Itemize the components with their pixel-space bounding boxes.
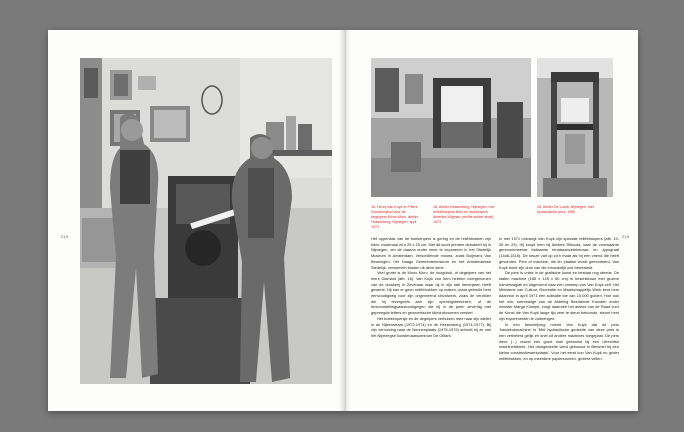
paragraph: Veel groter is de Mono Moro, de hoogdruk- of degelpers van het merk Diamant (afb. 16). Van Kuyk zou hem hebben overgenomen van de drukkerij in Zevenaar waar hij in zijn late tienerjaren heeft gewerkt. Hij kan er geen reliëfdrukken op maken, maar gebruikt hem eenvoudigweg voor zijn ongemeend sinvolwerk, zoals de verzilder die hij tevergeefs aan zijn openingsberichten, of de tentoonstellingsaankondigingen die hij in de jaren zeventig met gepreegde letters en geometrische blindrukvormen versiert. [371, 270, 491, 316]
caption-photo-28: 28. Atelier De Loodt, Nijmegen, met hydraulische pers, 1980 [537, 205, 594, 214]
photo-hessenberg-presses [371, 58, 531, 197]
studio-photo [80, 58, 332, 384]
caption-photo-16: 16. Henry van Kuyk en Piters Grootemijand voor de degelpers Mono-Moro, atelier Hessenberg, Nijmegen, april 1974 [371, 205, 418, 229]
photo-hydraulic-press [537, 58, 613, 197]
page-number-right: 215 [622, 234, 630, 239]
page-number-left: 219 [61, 234, 69, 239]
text-column-right [499, 236, 619, 402]
paragraph: De pers is uniek in de grafische kunst en bestaat nog steeds. De stalen machine (185 x 145 x 60 cm) is beschikbaar met groene hamerslaglak en uitgevoerd naar een ontwerp van Van Kuyk zelf. Het Ministerie van Cultuur, Recreatie en Maatschappelijk Werk kent hem daarvoor in april 1971 een subsidie toe van 10.000 gulden. Hoe ook het ook, toenmalige van de Afdeling Beeldende Kunsten onder minister Marga Klompé, zorgt daarmee het advies van de Raad voor de Kunst die Van Kuyk lange tijd zeer te steun betoonde, steunt hem zijn experimenten te volbrengen. [499, 270, 619, 321]
book-spread [48, 30, 638, 411]
book-gutter [339, 30, 351, 411]
caption-photo-18: 18. Atelier Hessenberg, Nijmegen, met reliëfdrukpers links en drukkerpers Amerika-Wigman (rechts achter stoel), 1974 [433, 205, 495, 224]
paragraph: Het boekenpersje en de degelpers verhuizen mee naar zijn atelier in de Nijeenstraat (1972-1974) en de Hessenberg (1974-1977). Bij zijn verhuizing naar de Nonnenplaats (1978-1979) scheidt hij ze van het Nijmeegse kunstenaarscentrum De Olifant. [371, 315, 491, 338]
paragraph: In mei 1971 ontvangt Van Kuyk zijn speciale reliëfdrukpers (afb. 19-26 en 29). Hij koopt hem bij Ateliers Ritiucas, naar de voorwaarde gerenommeerde Italiaanse renaissancetekenaar- en -typograaf (1448-1516). De keuze valt op zo'n maat als hij een vriend die heeft gevonden. Pers of machine, die ter plaatse wordt gemonteerd. Van Kuyk toont zijn druk van die inhoudelijk ook bewerkeld. [499, 236, 619, 270]
paragraph: In een beschrijving noemt Van Kuyk dat de pers 'handdrukmachine' is 'Met hydraulische gedeelte van deze pers is een verbeterd gelijk en snel uit andere machines toegepast. De pers werd (...) vooral een groot doel gebouwd bij een Utrechtse machinefabriek. Het drukgedeelte werd gebouwd in Bemmel bij een kleine constructiewerkplaats'. Voor het eerst kon Van Kuyk nu groter reliëfdrukken, en op meerdere papiersoorten, grotere vellen. [499, 321, 619, 361]
paragraph: Het oppervlak van de boekenpers is gering en de reliëfdrukken zijn klein, maximaal zo'n 25 x 25 cm. Met dit soort prenten debuteert hij in Nijmegen, om de daarna onder meer te exposeren in het Stedelijk Museum in Amsterdam. Verschillende musea, zoals Boijmans Van Beuningen, het Haags Gemeentemuseum en het Amsterdamse Stedelijk, verwierven bladen uit deze serie. [371, 236, 491, 270]
text-column-left [371, 236, 491, 400]
